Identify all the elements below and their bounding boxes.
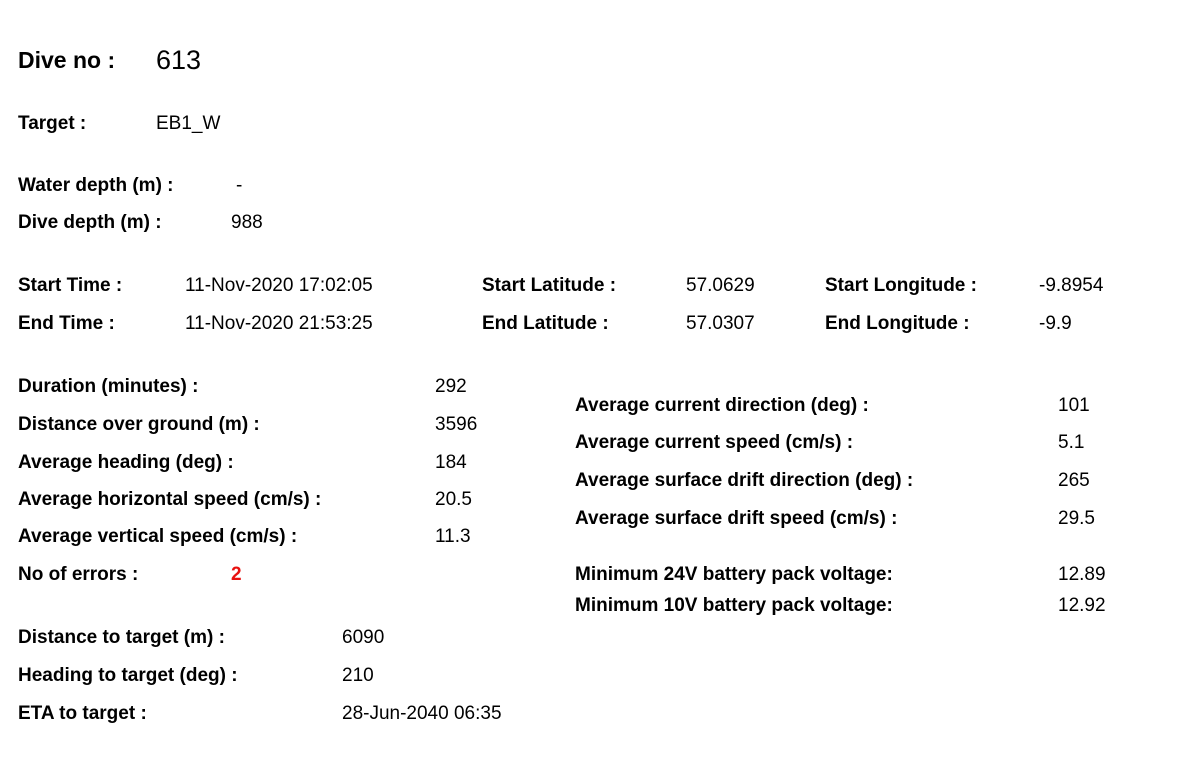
duration-value: 292 — [435, 376, 467, 397]
end-time-label: End Time : — [18, 313, 115, 334]
end-time-value: 11-Nov-2020 21:53:25 — [185, 313, 373, 334]
heading-to-target-value: 210 — [342, 665, 374, 686]
surface-drift-direction-label: Average surface drift direction (deg) : — [575, 470, 914, 491]
end-latitude-label: End Latitude : — [482, 313, 609, 334]
distance-to-target-label: Distance to target (m) : — [18, 627, 225, 648]
surface-drift-speed-value: 29.5 — [1058, 508, 1095, 529]
distance-over-ground-value: 3596 — [435, 414, 478, 435]
surface-drift-direction-value: 265 — [1058, 470, 1090, 491]
distance-to-target-value: 6090 — [342, 627, 385, 648]
dive-number-value: 613 — [156, 45, 202, 75]
dive-depth-value: 988 — [231, 212, 263, 233]
start-time-label: Start Time : — [18, 275, 123, 296]
start-latitude-value: 57.0629 — [686, 275, 755, 296]
average-heading-value: 184 — [435, 452, 467, 473]
average-vertical-speed-label: Average vertical speed (cm/s) : — [18, 526, 298, 547]
average-heading-label: Average heading (deg) : — [18, 452, 234, 473]
average-horizontal-speed-label: Average horizontal speed (cm/s) : — [18, 489, 322, 510]
start-longitude-value: -9.8954 — [1039, 275, 1104, 296]
water-depth-label: Water depth (m) : — [18, 175, 174, 196]
start-longitude-label: Start Longitude : — [825, 275, 977, 296]
battery-24v-label: Minimum 24V battery pack voltage: — [575, 564, 893, 585]
end-latitude-value: 57.0307 — [686, 313, 755, 334]
target-label: Target : — [18, 113, 87, 134]
battery-24v-value: 12.89 — [1058, 564, 1106, 585]
start-latitude-label: Start Latitude : — [482, 275, 617, 296]
water-depth-value: - — [236, 175, 243, 196]
errors-label: No of errors : — [18, 564, 139, 585]
average-vertical-speed-value: 11.3 — [435, 526, 471, 547]
dive-number-label: Dive no : — [18, 47, 116, 73]
current-speed-label: Average current speed (cm/s) : — [575, 432, 854, 453]
target-value: EB1_W — [156, 113, 221, 134]
end-longitude-label: End Longitude : — [825, 313, 970, 334]
distance-over-ground-label: Distance over ground (m) : — [18, 414, 260, 435]
start-time-value: 11-Nov-2020 17:02:05 — [185, 275, 373, 296]
battery-10v-label: Minimum 10V battery pack voltage: — [575, 595, 893, 616]
current-speed-value: 5.1 — [1058, 432, 1085, 453]
average-horizontal-speed-value: 20.5 — [435, 489, 472, 510]
battery-10v-value: 12.92 — [1058, 595, 1106, 616]
errors-count: 2 — [231, 564, 242, 585]
duration-label: Duration (minutes) : — [18, 376, 199, 397]
eta-to-target-label: ETA to target : — [18, 703, 147, 724]
eta-to-target-value: 28-Jun-2040 06:35 — [342, 703, 502, 724]
end-longitude-value: -9.9 — [1039, 313, 1072, 334]
dive-depth-label: Dive depth (m) : — [18, 212, 162, 233]
current-direction-label: Average current direction (deg) : — [575, 395, 869, 416]
current-direction-value: 101 — [1058, 395, 1090, 416]
heading-to-target-label: Heading to target (deg) : — [18, 665, 238, 686]
surface-drift-speed-label: Average surface drift speed (cm/s) : — [575, 508, 898, 529]
